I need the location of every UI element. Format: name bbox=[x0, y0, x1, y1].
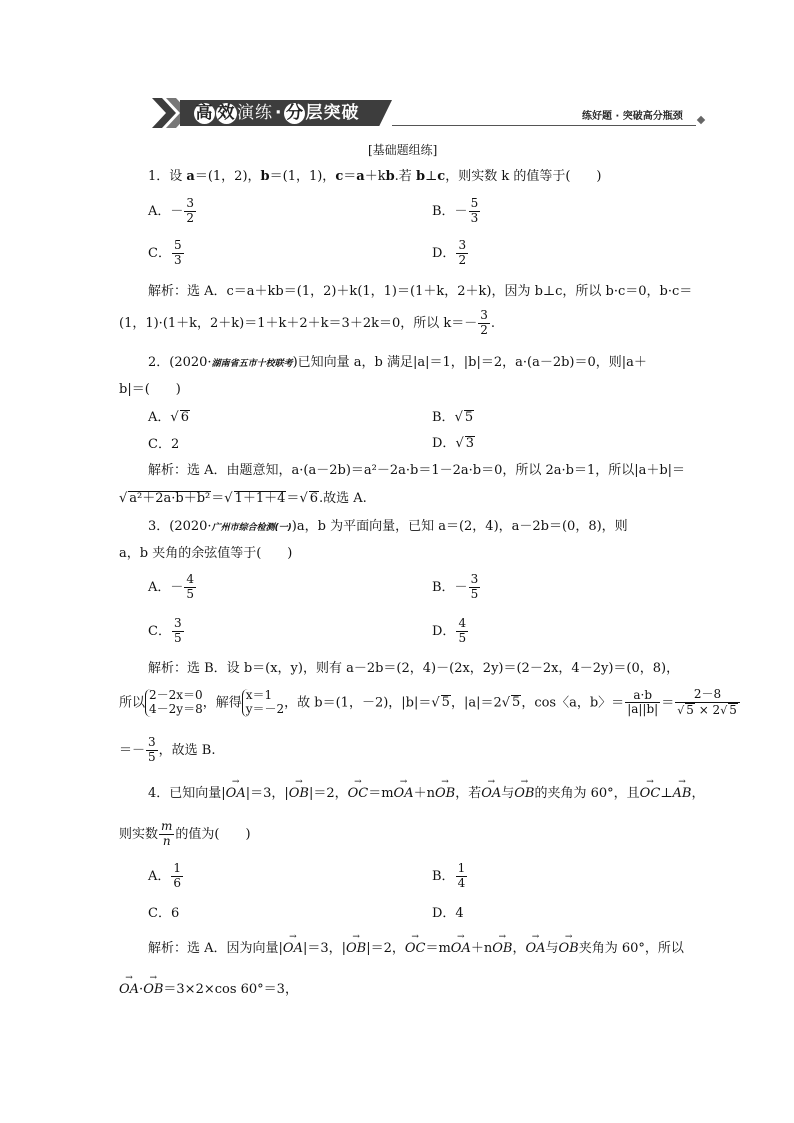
section-title: [基础题组练] bbox=[368, 143, 438, 157]
q4-option-c: C．6 bbox=[148, 906, 180, 921]
q1-option-c: C． $\frac{5}{3}$ bbox=[148, 238, 182, 267]
q3-solution-line2: 所以 2－2x＝0 4－2y＝8 ，解得 x＝1 y＝－2 ，故 b＝(1，－2)，|b|＝√ 5，|a|＝2√ 5，cos〈a，b〉＝ $\frac{a\cdot b}{|a||b|}$ ＝ $\frac{2-8}{√ 5 \times 2√ 5}$ bbox=[119, 688, 741, 718]
q4-option-b: B． $\frac{1}{4}$ bbox=[432, 861, 466, 890]
diamond-icon bbox=[697, 116, 705, 124]
q4-solution-line2: → OA·→ OB＝3×2×cos 60°＝3， bbox=[119, 983, 298, 996]
q3-solution-line3: ＝－ $\frac{3}{5}$ ，故选 B. bbox=[119, 735, 216, 764]
q3-option-b: B．－ $\frac{3}{5}$ bbox=[432, 572, 479, 601]
q4-stem-line1: 4．已知向量|→ OA|＝3，|→ OB|＝2，→ OC＝m→ OA＋n→ OB，若→ OA与→ OB的夹角为 60°，且→ OC⊥→ AB， bbox=[148, 787, 704, 800]
q2-option-d: D．√ 3 bbox=[432, 436, 475, 451]
q2-stem-line1: 2．(2020·湖南省五市十校联考)已知向量 a，b 满足|a|＝1，|b|＝2，a·(a－2b)＝0，则|a＋ bbox=[148, 355, 647, 370]
q1-solution-line1: 解析：选 A．c＝a＋kb＝(1，2)＋k(1，1)＝(1＋k，2＋k)，因为 b⊥c，所以 b·c＝0，b·c＝ bbox=[148, 284, 693, 299]
q1-stem: 1．设 a＝(1，2)，b＝(1，1)，c＝a＋kb.若 b⊥c，则实数 k 的值等于( ) bbox=[148, 169, 602, 184]
q2-stem-line2: b|＝( ) bbox=[119, 382, 181, 397]
q2-option-c: C．2 bbox=[148, 437, 180, 452]
q2-solution-line2: √ a²＋2a·b＋b²＝√ 1＋1＋4＝√ 6.故选 A. bbox=[119, 491, 367, 506]
header-slogan: 练好题 · 突破高分瓶颈 bbox=[582, 111, 683, 122]
q4-solution-line1: 解析：选 A．因为向量|→ OA|＝3，|→ OB|＝2，→ OC＝m→ OA＋n→ OB，→ OA与→ OB夹角为 60°，所以 bbox=[148, 942, 684, 955]
q2-option-b: B．√ 5 bbox=[432, 410, 474, 425]
q1-option-d: D． $\frac{3}{2}$ bbox=[432, 238, 467, 267]
q3-stem-line2: a，b 夹角的余弦值等于( ) bbox=[119, 546, 293, 561]
q2-solution-line1: 解析：选 A．由题意知，a·(a－2b)＝a²－2a·b＝1－2a·b＝0，所以 2a·b＝1，所以|a＋b|＝ bbox=[148, 463, 686, 478]
q4-option-a: A． $\frac{1}{6}$ bbox=[148, 861, 182, 890]
q4-option-d: D．4 bbox=[432, 906, 464, 921]
q1-option-b: B．－ $\frac{5}{3}$ bbox=[432, 196, 479, 225]
q1-solution-line2: (1，1)·(1＋k，2＋k)＝1＋k＋2＋k＝3＋2k＝0，所以 k＝－ $\frac{3}{2}$ . bbox=[119, 308, 496, 337]
header-rule bbox=[392, 125, 696, 126]
banner-title: 高 效演练 · 分层突破 bbox=[195, 103, 360, 123]
q3-option-d: D． $\frac{4}{5}$ bbox=[432, 616, 467, 645]
q4-stem-line2: 则实数 $\frac{m}{n}$ 的值为( ) bbox=[119, 819, 251, 848]
q2-option-a: A．√ 6 bbox=[148, 410, 189, 425]
q3-solution-line1: 解析：选 B．设 b＝(x，y)，则有 a－2b＝(2，4)－(2x，2y)＝(2－2x，4－2y)＝(0，8)， bbox=[148, 661, 680, 676]
q3-option-c: C． $\frac{3}{5}$ bbox=[148, 616, 182, 645]
q1-option-a: A．－ $\frac{3}{2}$ bbox=[148, 196, 195, 225]
q3-stem-line1: 3．(2020·广州市综合检测(一))a，b 为平面向量，已知 a＝(2，4)，a－2b＝(0，8)，则 bbox=[148, 519, 628, 534]
q3-option-a: A．－ $\frac{4}{5}$ bbox=[148, 572, 195, 601]
